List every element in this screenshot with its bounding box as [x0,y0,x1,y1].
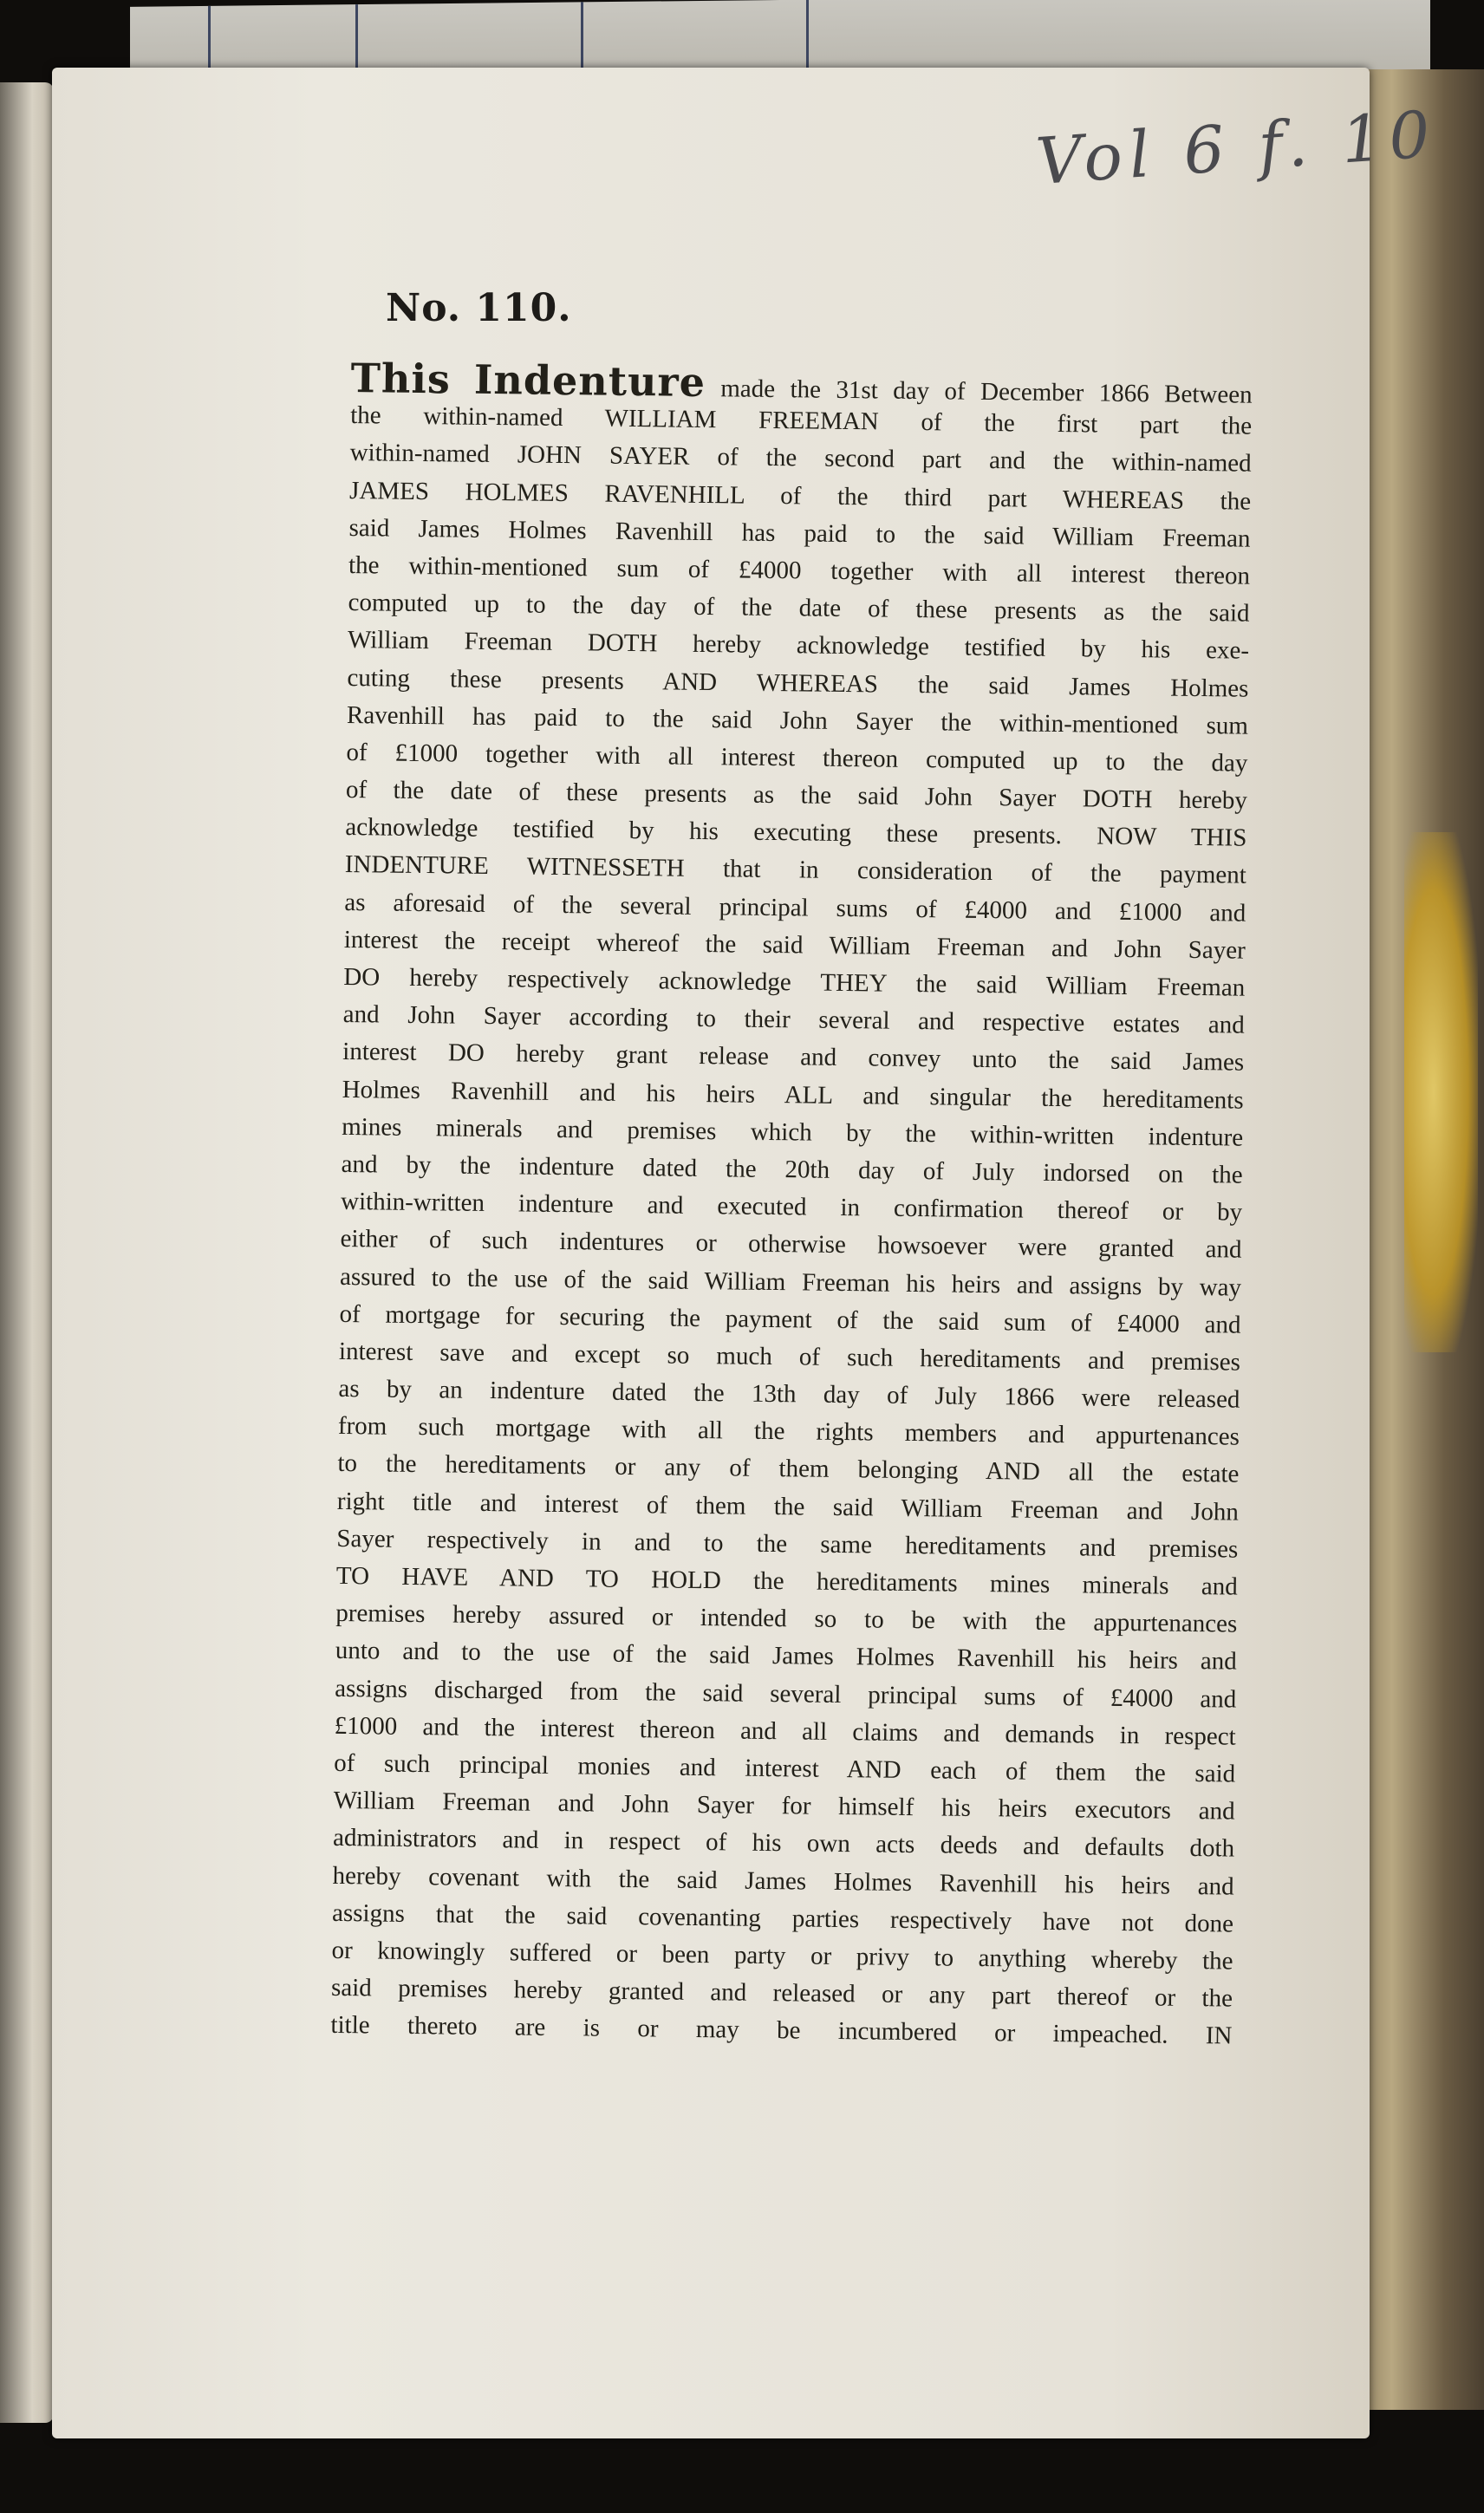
text-line: the within-named WILLIAM FREEMAN of the first part the [350,401,1253,440]
text-line: Ravenhill has paid to the said John Sayer the within-mentioned sum [346,700,1249,740]
text-line: unto and to the use of the said James Holmes Ravenhill his heirs and [335,1637,1237,1676]
indenture-heading-word: This Indenture [350,355,706,406]
text-line: interest save and except so much of such hereditaments and premises [338,1337,1241,1377]
text-line: and John Sayer according to their several and respective estates and [342,1000,1245,1039]
text-line: assured to the use of the said William Freeman his heirs and assigns by way [339,1262,1242,1302]
text-line: from such mortgage with all the rights members and appurtenances [337,1412,1240,1451]
text-line: and by the indenture dated the 20th day of July indorsed on the [341,1149,1243,1189]
text-line: said premises hereby granted and released or any part thereof or the [330,1973,1233,2013]
gold-stain [1404,832,1478,1352]
text-line: title thereto are is or may be incumbered or impeached. IN [330,2011,1233,2050]
text-line: of such principal monies and interest AND each of them the said [334,1748,1236,1788]
handwritten-volume-note: Vol 6 f. 10 [1033,96,1440,200]
text-line: interest DO hereby grant release and convey unto the said James [342,1038,1245,1077]
text-line: or knowingly suffered or been party or privy to anything whereby the [331,1936,1233,1976]
text-line: within-written indenture and executed in confirmation thereof or by [340,1188,1243,1227]
text-line: William Freeman DOTH hereby acknowledge testified by his exe- [347,626,1250,665]
text-line: DO hereby respectively acknowledge THEY the said William Freeman [343,962,1246,1002]
text-line: premises hereby assured or intended so to be with the appurtenances [335,1599,1238,1638]
text-line: hereby covenant with the said James Holmes Ravenhill his heirs and [332,1861,1234,1901]
text-line: of the date of these presents as the said John Sayer DOTH hereby [345,776,1248,815]
text-line: as aforesaid of the several principal sums of £4000 and £1000 and [344,888,1246,928]
text-line: William Freeman and John Sayer for himself his heirs executors and [333,1787,1235,1826]
text-line: acknowledge testified by his executing these presents. NOW THIS [345,813,1247,852]
text-line: computed up to the day of the date of these presents as the said [348,589,1250,628]
left-page-edge [0,82,54,2423]
text-line: INDENTURE WITNESSETH that in consideration of the payment [344,850,1247,890]
text-line: JAMES HOLMES RAVENHILL of the third part WHEREAS the [348,476,1252,516]
text-line: interest the receipt whereof the said William Freeman and John Sayer [343,925,1246,965]
text-line: the within-mentioned sum of £4000 together with all interest thereon [348,550,1251,590]
text-line: mines minerals and premises which by the within-written indenture [341,1112,1244,1152]
text-line: right title and interest of them the said William Freeman and John [336,1487,1240,1527]
document-number: No. 110. [386,286,572,330]
text-line: said James Holmes Ravenhill has paid to the said William Freeman [348,513,1251,553]
text-line: of £1000 together with all interest thereon computed up to the day [346,738,1248,778]
text-line: TO HAVE AND TO HOLD the hereditaments mines minerals and [335,1561,1238,1601]
text-line: assigns that the said covenanting parties respectively have not done [331,1898,1234,1938]
text-line: cuting these presents AND WHEREAS the said James Holmes [347,663,1249,703]
text-line: either of such indentures or otherwise howsoever were granted and [340,1225,1242,1264]
indenture-text [330,355,1253,2055]
text-line: to the hereditaments or any of them belonging AND all the estate [337,1449,1240,1489]
text-line: £1000 and the interest thereon and all claims and demands in respect [334,1711,1236,1751]
text-line: as by an indenture dated the 13th day of July 1866 were released [338,1374,1240,1414]
text-line: Sayer respectively in and to the same hereditaments and premises [336,1524,1239,1564]
text-line: assigns discharged from the said several principal sums of £4000 and [335,1674,1237,1714]
text-line: within-named JOHN SAYER of the second part and the within-named [349,439,1252,479]
text-line: of mortgage for securing the payment of the said sum of £4000 and [339,1299,1241,1339]
paper-fragment [806,0,913,74]
paper-fragment [581,1,687,75]
text-line: administrators and in respect of his own acts deeds and defaults doth [332,1824,1235,1863]
text-line: This Indenture made the 31st day of December 1866 Between [350,355,1253,409]
text-line: Holmes Ravenhill and his heirs ALL and singular the hereditaments [342,1075,1244,1115]
